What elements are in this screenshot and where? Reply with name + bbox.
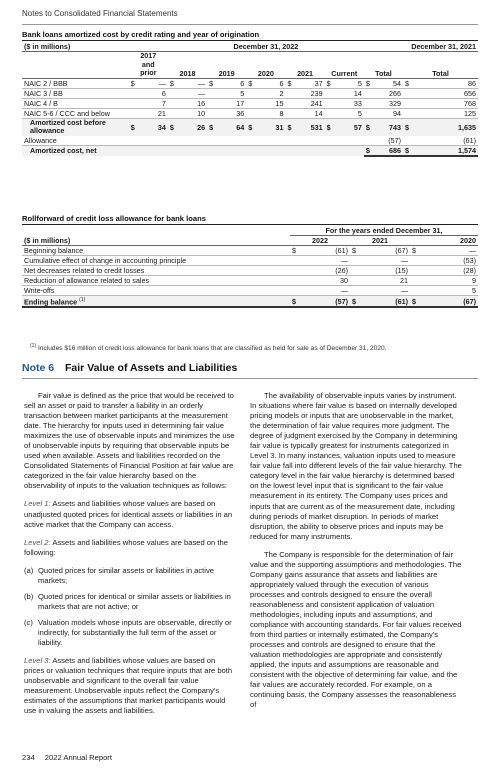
ending-balance-row xyxy=(22,296,478,308)
dollar-sign xyxy=(410,266,418,276)
dollar-sign xyxy=(285,98,294,108)
table-cell: 239 xyxy=(294,88,324,98)
table-cell: 30 xyxy=(298,276,350,286)
table1-column-headers xyxy=(22,52,478,79)
table-cell: 16 xyxy=(177,98,207,108)
rollforward-label: Net decreases related to credit losses xyxy=(22,266,290,276)
amortized-cost-label: Amortized cost before allowance xyxy=(22,118,129,136)
table-cell: 94 xyxy=(373,108,403,118)
table-cell: 17 xyxy=(216,98,246,108)
table-cell: 6 xyxy=(216,78,246,88)
level2-text: Assets and liabilities whose values are based on the following: xyxy=(24,537,228,557)
year-2022-header: 2022 xyxy=(312,236,328,245)
table2-units: ($ in millions) xyxy=(24,235,71,245)
table2-column-headers xyxy=(22,236,478,246)
table-cell: — xyxy=(137,78,167,88)
ending-2021: (61) xyxy=(358,296,410,308)
rating-label: NAIC 5-6 / CCC and below xyxy=(22,108,129,118)
dollar-sign xyxy=(350,256,358,266)
dollar-sign: $ xyxy=(412,246,416,255)
level1-paragraph xyxy=(24,499,237,529)
dollar-sign xyxy=(364,108,373,118)
table-cell: 6 xyxy=(137,88,167,98)
table-cell: 768 xyxy=(416,98,479,108)
dollar-sign xyxy=(290,266,298,276)
note-heading xyxy=(22,362,237,374)
table-cell: 10 xyxy=(177,108,207,118)
table-cell: 2 xyxy=(255,88,285,98)
report-name: 2022 Annual Report xyxy=(44,753,112,762)
dollar-sign xyxy=(350,276,358,286)
level3-text: Assets and liabilities whose values are based on prices or valuation techniques that require inputs that are both unobservable and significant to the overall fair value measurement. Unobservable inputs reflect the Company's estimates of the assumptions that market participants would use in valuing the assets and liabilities. xyxy=(24,656,233,716)
list-item xyxy=(24,592,237,612)
amortized-2018: 26 xyxy=(177,118,207,136)
table-cell: 21 xyxy=(137,108,167,118)
dollar-sign xyxy=(364,88,373,98)
dollar-sign xyxy=(168,108,177,118)
list-item xyxy=(24,566,237,586)
level3-paragraph xyxy=(24,656,237,716)
col-current-header: Current xyxy=(331,68,358,78)
rollforward-label: Cumulative effect of change in accounting principle xyxy=(22,256,290,266)
table-cell: 14 xyxy=(294,108,324,118)
dollar-sign: $ xyxy=(364,78,373,88)
table-cell: 6 xyxy=(255,78,285,88)
dollar-sign: $ xyxy=(412,296,416,306)
net-cost-label: Amortized cost, net xyxy=(22,145,129,156)
level2-label: Level 2: xyxy=(24,537,51,547)
note-number: Note 6 xyxy=(22,362,55,374)
dollar-sign xyxy=(168,98,177,108)
list-item-text: Quoted prices for similar assets or liabilities in active markets; xyxy=(38,565,214,585)
dollar-sign: $ xyxy=(352,296,356,306)
dollar-sign xyxy=(290,276,298,286)
table-cell: 329 xyxy=(373,98,403,108)
table-row xyxy=(22,266,478,276)
dollar-sign: $ xyxy=(129,78,138,88)
year-2021-header: 2021 xyxy=(372,236,388,245)
allowance-label: Allowance xyxy=(22,136,129,146)
dollar-sign xyxy=(207,98,216,108)
table-cell: (53) xyxy=(418,256,478,266)
dollar-sign: $ xyxy=(292,296,296,306)
dollar-sign: $ xyxy=(285,118,294,136)
list-item-key: (b) xyxy=(24,591,34,601)
rating-label: NAIC 3 / BB xyxy=(22,88,129,98)
allowance-row xyxy=(22,136,478,146)
dollar-sign xyxy=(290,256,298,266)
amortized-2020: 31 xyxy=(255,118,285,136)
page-footer xyxy=(22,753,120,762)
table-cell: — xyxy=(358,286,410,296)
table-row xyxy=(22,108,478,118)
dollar-sign xyxy=(410,276,418,286)
table-row xyxy=(22,276,478,286)
amortized-2021: 531 xyxy=(294,118,324,136)
dollar-sign xyxy=(285,108,294,118)
dollar-sign: $ xyxy=(352,246,356,255)
table-cell: 241 xyxy=(294,98,324,108)
table-cell: (15) xyxy=(358,266,410,276)
level2-paragraph xyxy=(24,538,237,558)
table2-title-rule xyxy=(22,224,478,225)
header-rule xyxy=(22,24,478,25)
dollar-sign xyxy=(325,88,334,98)
dollar-sign xyxy=(410,286,418,296)
bank-loans-table xyxy=(22,42,478,157)
table2-period: For the years ended December 31, xyxy=(290,226,478,236)
table-cell: 15 xyxy=(255,98,285,108)
table1-title: Bank loans amortized cost by credit rating and year of origination xyxy=(22,30,260,39)
table1-title-rule xyxy=(22,40,478,41)
right-column xyxy=(250,391,463,718)
net-2022: 686 xyxy=(373,145,403,156)
list-item-key: (a) xyxy=(24,565,34,575)
table-cell: 5 xyxy=(418,286,478,296)
dollar-sign: $ xyxy=(285,78,294,88)
table-cell: 5 xyxy=(216,88,246,98)
dollar-sign xyxy=(350,286,358,296)
table-cell: — xyxy=(298,256,350,266)
table-cell: — xyxy=(298,286,350,296)
table-cell: 86 xyxy=(416,78,479,88)
table-cell: (67) xyxy=(358,246,410,256)
page-number: 234 xyxy=(22,753,35,762)
dollar-sign xyxy=(403,108,415,118)
table2-title: Rollforward of credit loss allowance for bank loans xyxy=(22,214,206,223)
responsibility-paragraph: The Company is responsible for the determination of fair value and the supporting assumptions and methodologies. The Company gains assurance that assets and liabilities are appropriately valued through the execution of various processes and controls designed to ensure the overall reasonableness and consistent application of valuation methodologies, including inputs and assumptions, and compliance with accounting standards. For fair values received from third parties or internally estimated, the Company's processes and controls are designed to ensure that the valuation methodologies are appropriate and consistently applied, the inputs and assumptions are reasonable and consistent with the objective of determining fair value, and the fair values are accurately recorded. For example, on a continuing basis, the Company assesses the reasonableness of xyxy=(250,549,462,710)
ending-2022: (57) xyxy=(298,296,350,308)
table-cell: 54 xyxy=(373,78,403,88)
col-total-2021-header: Total xyxy=(432,68,449,78)
note-title: Fair Value of Assets and Liabilities xyxy=(65,362,238,374)
dollar-sign xyxy=(285,88,294,98)
rollforward-table xyxy=(22,226,478,308)
table-cell: 36 xyxy=(216,108,246,118)
note-rule xyxy=(22,378,478,379)
table1-units: ($ in millions) xyxy=(24,42,71,51)
list-item xyxy=(24,618,237,648)
dollar-sign: $ xyxy=(325,78,334,88)
amortized-2017: 34 xyxy=(137,118,167,136)
table-cell: 14 xyxy=(333,88,363,98)
dollar-sign xyxy=(129,98,138,108)
dollar-sign: $ xyxy=(207,118,216,136)
table-cell: 656 xyxy=(416,88,479,98)
list-item-text: Valuation models whose inputs are observable, directly or indirectly, for substantially the full term of the asset or liability. xyxy=(38,617,232,647)
ending-balance-footnote-ref: (1) xyxy=(79,297,86,303)
table1-period-row xyxy=(22,42,478,52)
table-cell: (28) xyxy=(418,266,478,276)
level1-text: Assets and liabilities whose values are based on unadjusted quoted prices for identical assets or liabilities in an active market that the Company can access. xyxy=(24,499,233,529)
dollar-sign: $ xyxy=(129,118,138,136)
table-cell: (26) xyxy=(298,266,350,276)
dollar-sign: $ xyxy=(364,145,373,156)
rollforward-label: Write-offs xyxy=(22,286,290,296)
table-cell: 266 xyxy=(373,88,403,98)
net-cost-row xyxy=(22,145,478,156)
amortized-current: 57 xyxy=(333,118,363,136)
table-row xyxy=(22,256,478,266)
table-row xyxy=(22,246,478,256)
dollar-sign xyxy=(246,88,255,98)
col-2017-header: 2017 and prior xyxy=(140,51,157,77)
fair-value-definition: Fair value is defined as the price that would be received to sell an asset or paid to transfer a liability in an orderly transaction between market participants at the measurement date. The hierarchy for inputs used in determining fair value maximizes the use of observable inputs and minimizes the use of unobservable inputs by requiring that observable inputs be used when available. Assets and liabilities recorded on the Consolidated Statements of Financial Position at fair value are categorized in the fair value hierarchy based on the observability of inputs to the valuation techniques as follows: xyxy=(24,391,235,491)
net-2021: 1,574 xyxy=(416,145,479,156)
table-row xyxy=(22,98,478,108)
table-cell: 33 xyxy=(333,98,363,108)
rating-label: NAIC 2 / BBB xyxy=(22,78,129,88)
page-header: Notes to Consolidated Financial Statements xyxy=(22,9,178,18)
table1-period-2022: December 31, 2022 xyxy=(233,42,299,51)
table-cell: — xyxy=(177,88,207,98)
ending-balance-label: Ending balance xyxy=(24,297,78,307)
level2-list xyxy=(24,566,237,648)
dollar-sign xyxy=(325,98,334,108)
table-cell: 8 xyxy=(255,108,285,118)
footnote xyxy=(30,343,387,352)
dollar-sign xyxy=(207,108,216,118)
dollar-sign: $ xyxy=(246,78,255,88)
dollar-sign: $ xyxy=(403,118,415,136)
amortized-total: 743 xyxy=(373,118,403,136)
rating-label: NAIC 4 / B xyxy=(22,98,129,108)
dollar-sign xyxy=(129,108,138,118)
table-cell: 5 xyxy=(333,78,363,88)
dollar-sign: $ xyxy=(246,118,255,136)
dollar-sign xyxy=(403,88,415,98)
allowance-2022: (57) xyxy=(373,136,403,146)
table-cell: — xyxy=(177,78,207,88)
table-cell: 7 xyxy=(137,98,167,108)
dollar-sign xyxy=(325,108,334,118)
footnote-text: Includes $16 million of credit loss allowance for bank loans that are classified as held for sale as of December 31, 2020. xyxy=(37,345,387,353)
dollar-sign xyxy=(129,88,138,98)
dollar-sign xyxy=(403,98,415,108)
amortized-cost-row xyxy=(22,118,478,136)
amortized-2019: 64 xyxy=(216,118,246,136)
table-cell: — xyxy=(358,256,410,266)
observable-inputs-paragraph: The availability of observable inputs varies by instrument. In situations where fair value is based on internally developed pricing models or inputs that are unobservable in the market, the determination of fair value requires more judgment. The degree of judgment exercised by the Company in determining fair value is typically greatest for instruments categorized in Level 3. In many instances, valuation inputs used to measure fair value fall into different levels of the fair value hierarchy. The category level in the fair value hierarchy is determined based on the lowest level input that is significant to the fair value measurement in its entirety. The Company uses prices and inputs that are current as of the measurement date, including during periods of market disruption. In periods of market disruption, the ability to observe prices and inputs may be reduced for many instruments. xyxy=(250,391,462,541)
table-row xyxy=(22,78,478,88)
level3-label: Level 3: xyxy=(24,656,51,666)
table-row xyxy=(22,88,478,98)
ending-2020: (67) xyxy=(418,296,478,308)
dollar-sign xyxy=(246,98,255,108)
dollar-sign xyxy=(168,88,177,98)
col-2021-header: 2021 xyxy=(297,68,314,78)
col-2018-header: 2018 xyxy=(179,68,196,78)
table-cell: 37 xyxy=(294,78,324,88)
table1-period-2021: December 31, 2021 xyxy=(411,42,476,51)
footnote-marker: (1) xyxy=(30,343,37,349)
level1-label: Level 1: xyxy=(24,499,51,509)
dollar-sign xyxy=(350,266,358,276)
dollar-sign xyxy=(290,286,298,296)
dollar-sign: $ xyxy=(325,118,334,136)
dollar-sign: $ xyxy=(403,78,415,88)
dollar-sign xyxy=(410,256,418,266)
table-row xyxy=(22,286,478,296)
year-2020-header: 2020 xyxy=(460,236,476,245)
col-2020-header: 2020 xyxy=(257,68,274,78)
table-cell: — xyxy=(418,246,478,256)
rollforward-label: Reduction of allowance related to sales xyxy=(22,276,290,286)
dollar-sign: $ xyxy=(292,246,296,255)
dollar-sign xyxy=(364,98,373,108)
dollar-sign: $ xyxy=(403,145,415,156)
dollar-sign: $ xyxy=(168,118,177,136)
table-cell: (61) xyxy=(298,246,350,256)
table-cell: 21 xyxy=(358,276,410,286)
list-item-text: Quoted prices for identical or similar assets or liabilities in markets that are not active; or xyxy=(38,591,231,611)
col-total-header: Total xyxy=(375,68,392,78)
amortized-total-2021: 1,635 xyxy=(416,118,479,136)
table-cell: 125 xyxy=(416,108,479,118)
table-cell: 5 xyxy=(333,108,363,118)
list-item-key: (c) xyxy=(24,617,33,627)
dollar-sign xyxy=(207,88,216,98)
dollar-sign: $ xyxy=(364,118,373,136)
dollar-sign: $ xyxy=(168,78,177,88)
col-2019-header: 2019 xyxy=(218,68,235,78)
dollar-sign xyxy=(246,108,255,118)
rollforward-label: Beginning balance xyxy=(22,246,290,256)
table2-period-row xyxy=(22,226,478,236)
table-cell: 9 xyxy=(418,276,478,286)
allowance-2021: (61) xyxy=(416,136,479,146)
left-column xyxy=(24,391,237,724)
dollar-sign: $ xyxy=(207,78,216,88)
